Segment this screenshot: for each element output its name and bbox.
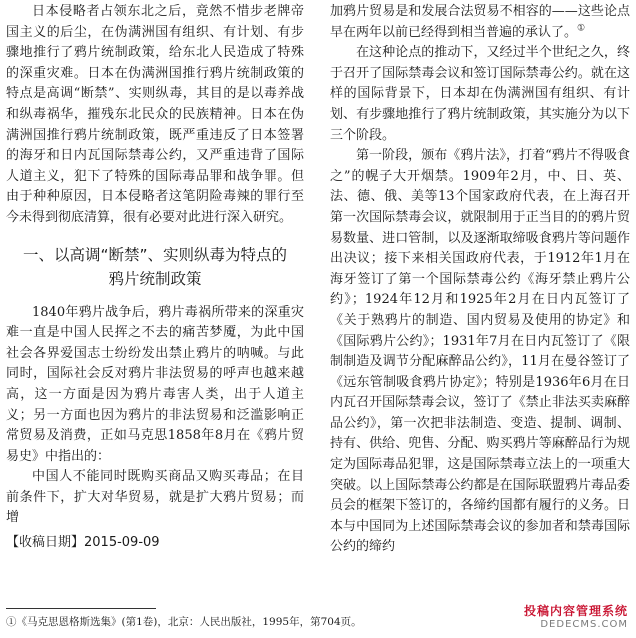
footnote-reference[interactable]: ① (577, 23, 586, 34)
marx-quote: 中国人不能同时既购买商品又购买毒品；在目前条件下，扩大对华贸易，就是扩大鸦片贸易；而增 (6, 469, 304, 526)
first-stage-paragraph: 第一阶段，颁布《鸦片法》，打着“鸦片不得吸食之”的幌子大开烟禁。1909年2月，中、日、英、法、德、俄、美等13个国家政府代表，在上海召开第一次国际禁毒会议，就限制用于正当目的的鸦片贸易数量、进口管制，以及逐渐取缔吸食鸦片等问题作出决议；接下来相关国政府代表，于1912年1月在海牙签订了第一个国际禁毒公约《海牙禁止鸦片公约》；1924年12月和1925年2月在日内瓦签订了《关于熟鸦片的制造、国内贸易及使用的协定》和《国际鸦片公约》；1931年7月在日内瓦签订了《限制制造及调节分配麻醉品公约》，11月在曼谷签订了《远东管制吸食鸦片协定》；特别是1936年6月在日内瓦召开国际禁毒会议，签订了《禁止非法买卖麻醉品公约》，第一次把非法制造、变造、提制、调制、持有、供给、兜售、分配、购买鸦片等麻醉品行为规定为国际毒品犯罪，这是国际禁毒立法上的一项重大突破。以上国际禁毒公约都是在国际联盟鸦片毒品委员会的框架下签订的，各缔约国都有履行的义务。日本与中国同为上述国际禁毒会议的参加者和禁毒国际公约的缔约 (330, 148, 630, 555)
marx-quote-continued (330, 2, 630, 43)
site-watermark (514, 600, 632, 636)
received-date: 【收稿日期】2015-09-09 (6, 535, 160, 551)
section-heading (6, 243, 304, 291)
section-heading-line2: 鸦片统制政策 (108, 269, 202, 288)
context-paragraph: 在这种论点的推动下，又经过半个世纪之久，终于召开了国际禁毒会议和签订国际禁毒公约。就在这样的国际背景下，日本却在伪满洲国有组织、有计划、有步骤地推行了鸦片统制政策，其实施分为以下三个阶段。 (330, 45, 630, 143)
footnote-rule (6, 608, 156, 609)
quote-continued-text: 加鸦片贸易是和发展合法贸易不相容的——这些论点早在两年以前已经得到相当普遍的承认了。 (330, 4, 630, 40)
section-heading-line1: 一、以高调“断禁”、实则纵毒为特点的 (22, 245, 288, 264)
right-column (330, 2, 630, 558)
watermark-cn: 投稿内容管理系统 (523, 604, 628, 618)
intro-paragraph: 日本侵略者占领东北之后，竟然不惜步老牌帝国主义的后尘，在伪满洲国有组织、有计划、有步骤地推行了鸦片统制政策，给东北人民造成了特殊的深重灾难。日本在伪满洲国推行鸦片统制政策的特点是高调“断禁”、实则纵毒，其目的是以毒养战和纵毒祸华，摧残东北民众的民族精神。日本在伪满洲国推行鸦片统制政策，既严重违反了日本签署的海牙和日内瓦国际禁毒公约，又严重违背了国际人道主义，犯下了特殊的国际毒品罪和战争罪。但由于种种原因，日本侵略者这笔阴险毒辣的罪行至今未得到彻底清算，很有必要对此进行深入研究。 (6, 4, 304, 225)
footnote: ①《马克思恩格斯选集》(第1卷)，北京：人民出版社，1995年，第704页。 (6, 616, 362, 628)
watermark-en: DEDECMS.COM (540, 619, 628, 630)
left-column (6, 2, 304, 553)
history-paragraph: 1840年鸦片战争后，鸦片毒祸所带来的深重灾难一直是中国人民挥之不去的痛苦梦魇，为此中国社会各界爱国志士纷纷发出禁止鸦片的呐喊。与此同时，国际社会反对鸦片非法贸易的呼声也越来越高，这一方面是因为鸦片毒害人类，出于人道主义；另一方面也因为鸦片的非法贸易和泛滥影响正常贸易及消费，正如马克思1858年8月在《鸦片贸易史》中指出的： (6, 304, 304, 464)
